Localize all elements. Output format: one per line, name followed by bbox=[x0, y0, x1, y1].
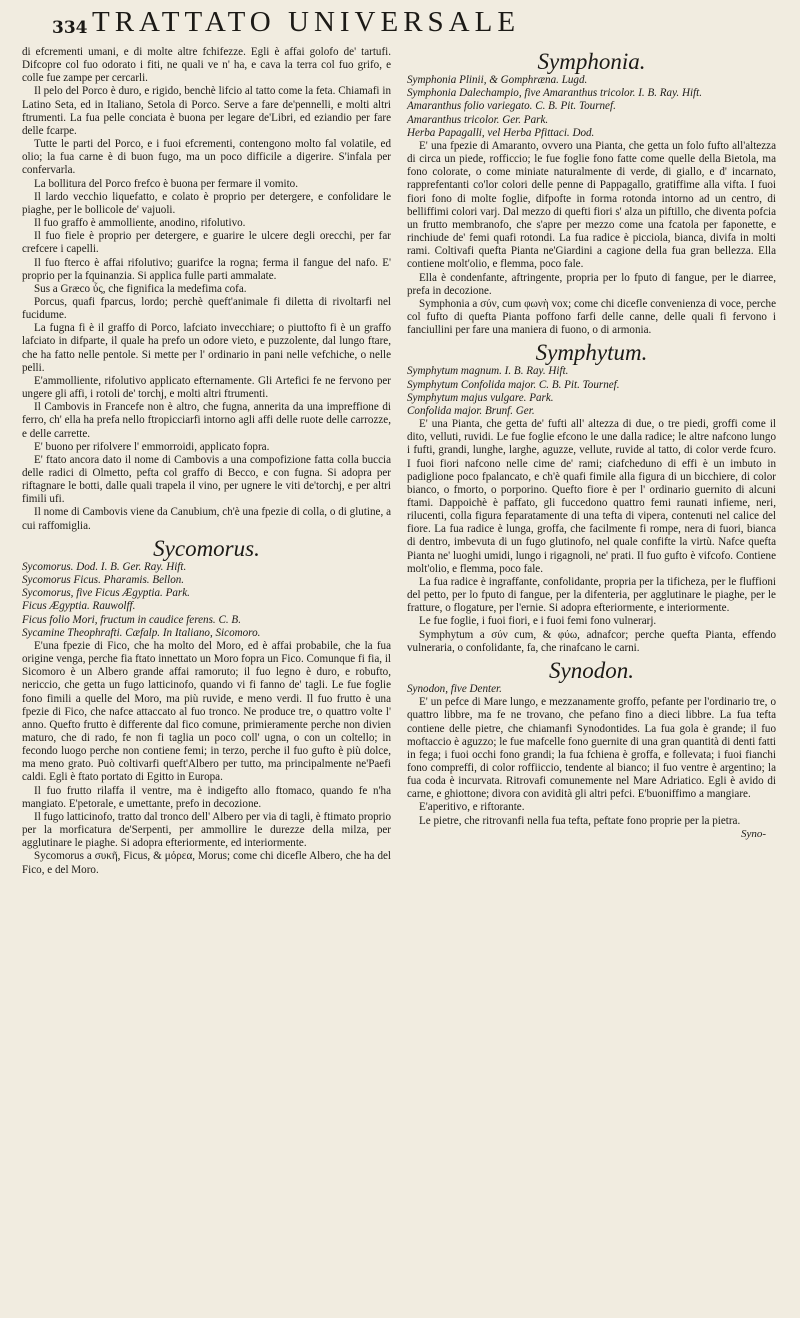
synonym-list bbox=[407, 365, 776, 418]
paragraph: E'ammolliente, rifolutivo applicato efternamente. Gli Artefici fe ne fervono per ungere gli affi, i rotoli de' torchj, e molti altri ftrumenti. bbox=[22, 374, 391, 401]
synonym-entry: Amaranthus tricolor. Ger. Park. bbox=[407, 113, 549, 126]
synonym-entry: Ficus folio Mori, fructum in caudice ferens. C. B. bbox=[22, 613, 241, 626]
right-column bbox=[407, 46, 776, 877]
paragraph: Symphytum a σύν cum, & φύω, adnafcor; perche quefta Pianta, effendo vulneraria, o confolidante, fa, che rinafcano le carni. bbox=[407, 628, 776, 654]
paragraph: La fua radice è ingraffante, confolidante, propria per la tificheza, per le fluffioni del petto, per lo fputo di fangue, per la difenteria, per agglutinare le piaghe, per le fratture, o flogature, per l'ernie. Si adopra efteriormente, e interiormente. bbox=[407, 575, 776, 615]
synodon-body bbox=[407, 696, 776, 828]
synonym-entry: Synodon, five Denter. bbox=[407, 683, 502, 696]
page-header bbox=[22, 6, 776, 46]
paragraph: E'una fpezie di Fico, che ha molto del Moro, ed è affai probabile, che la fua origine venga, perche fia ftato innettato un Moro fopra un Fico. Comunque fi fia, il Sicomoro è un Albero grande affai ramoruto; il fuo legno è duro, e robufto, nericcio, che getta un fugo latticinofo, quando vi fi fanno de' tagli. Le fue foglie fono fimili a quelle del Moro, ma più ruvide, e meno verdi. Il fuo frutto è una fpezie di Fico, che nafce attaccato al fuo tronco. Ne produce tre, o quattro volte l' anno. Quefto frutto è differente dal fico comune, primieramente perche non divien maturo, che di rado, fe non fi taglia un poco coll' ugna, o con un coltello; in fecondo luogo perche non contiene femi; in terzo, perche il fuo gufto è più dolce, ma meno grato. Può coltivarfi queft'Albero per tutto, ma principalmente ne'Paefi caldi. Egli è ftato portato di Egitto in Europa. bbox=[22, 639, 391, 784]
left-column bbox=[22, 46, 391, 877]
synonym-entry: Amaranthus folio variegato. C. B. Pit. Tournef. bbox=[407, 100, 616, 113]
paragraph: E'aperitivo, e riftorante. bbox=[419, 801, 525, 814]
synonym-entry: Sycomorus Ficus. Pharamis. Bellon. bbox=[22, 574, 185, 587]
synonym-entry: Symphytum magnum. I. B. Ray. Hift. bbox=[407, 365, 569, 378]
synodon-heading: Synodon. bbox=[549, 657, 634, 683]
synodon-synonyms bbox=[407, 683, 776, 696]
synonym-entry: Sycamine Theophrafti. Cæfalp. In Italiano, Sicomoro. bbox=[22, 626, 261, 639]
synonym-entry: Confolida major. Brunf. Ger. bbox=[407, 404, 535, 417]
paragraph: Il lardo vecchio liquefatto, e colato è proprio per detergere, e confolidare le piaghe, per le bollicole de' vajuoli. bbox=[22, 190, 391, 216]
sycomorus-heading: Sycomorus. bbox=[153, 535, 260, 561]
synonym-entry: Sycomorus, five Ficus Ægyptia. Park. bbox=[22, 587, 190, 600]
synonym-list bbox=[22, 561, 391, 640]
synonym-entry: Symphytum majus vulgare. Park. bbox=[407, 391, 554, 404]
paragraph: Tutte le parti del Porco, e i fuoi efcrementi, contengono molto fal volatile, ed olio; la fua carne è di buon fugo, ma un poco difficile a digerire. S'infala per confervarla. bbox=[22, 138, 391, 177]
paragraph: Ella è condenfante, aftringente, propria per lo fputo di fangue, per le diarree, prefa in decozione. bbox=[407, 271, 776, 297]
synonym-list bbox=[407, 74, 776, 140]
sycomorus-body bbox=[22, 640, 391, 877]
paragraph: E' ftato ancora dato il nome di Cambovis a una compofizione fatta colla buccia delle radici di Olmetto, pefta col graffo di Becco, e con fugna. Si adopra per riftagnare le botti, dalle quali trapela il vino, per ugnere le viti de'torchj, e per altri fimili ufi. bbox=[22, 453, 391, 506]
paragraph: Il Cambovis in Francefe non è altro, che fugna, annerita da una impreffione di ferro, ch' ella ha prefa nello ftropicciarfi intorno agli affi delle ruote delle carrozze, e delle carrette. bbox=[22, 401, 391, 440]
paragraph: E' buono per rifolvere l' emmorroidi, applicato fopra. bbox=[34, 440, 270, 453]
paragraph: E' una fpezie di Amaranto, ovvero una Pianta, che getta un folo fufto all'altezza di circa un piede, rofficcio; le fue foglie fono fatte come quelle della Bietola, ma fono colorate, o come miniate naturalmente di verde, di giallo, e d' incarnato, rapprefentanti co'lor colori delle penne di Pappagallo, gratiffime alla vifta. I fuoi fiori fono di molte foglie, difpofte in forma rotonda intorno ad un centro, di belliffimi colori varj. Dal mezzo di quefti fiori s' alza un piftillo, che diventa pofcia un frutto membranofo, che s'apre per mezzo come una fcatola per faponette, e rinchiude de' femi quafi rotondi. La fua radice è picciola, bianca, divifa in molti rami. Coltivafi quefta Pianta ne'Giardini a cagione della fua gran bellezza. Ella contiene molt'olio, e flemma, poco fale. bbox=[407, 139, 776, 271]
paragraph: Le fue foglie, i fuoi fiori, e i fuoi femi fono vulnerarj. bbox=[419, 615, 657, 628]
paragraph: Il nome di Cambovis viene da Canubium, ch'è una fpezie di colla, o di glutine, a cui raffomiglia. bbox=[22, 506, 391, 532]
synonym-entry: Symphonia Dalechampio, five Amaranthus tricolor. I. B. Ray. Hift. bbox=[407, 87, 702, 100]
paragraph: E' un pefce di Mare lungo, e mezzanamente groffo, pefante per l'ordinario tre, o quattro libbre, ma fe ne trovano, che pefano fino a dieci libbre. La fua tefta contiene delle pietre, che chiamanfi Synodontides. La fua gola è grande; il fuo moftaccio è aguzzo; le fue mafcelle fono guernite di una gran quantità di denti fatti in fega; i fuoi occhi fono grandi; la fua fchiena è groffa, e follevata; i fuoi fianchi fono compreffi, di color roffiiccio, tendente al bianco; il fuo ventre è argentino; la fua coda è incurvata. Ritrovafi comunemente nel Mare Adriatico. Egli è avido di carne, e ghiottone; divora con avidità gli altri pefci. E'buoniffimo a mangiare. bbox=[407, 696, 776, 801]
symphonia-body bbox=[407, 140, 776, 337]
paragraph: Sycomorus a συκῆ, Ficus, & μόρεα, Morus; come chi dicefle Albero, che ha del Fico, e del Moro. bbox=[22, 850, 391, 876]
symphytum-heading: Symphytum. bbox=[535, 340, 648, 366]
paragraph: La bollitura del Porco frefco è buona per fermare il vomito. bbox=[34, 177, 298, 190]
symphonia-heading: Symphonia. bbox=[537, 49, 646, 74]
paragraph: di efcrementi umani, e di molte altre fchifezze. Egli è affai golofo de' tartufi. Difcopre col fuo odorato i fiti, ne quali ve n' ha, e cava la terra col fuo grifo, e colle fue zampe per cercarli. bbox=[22, 46, 391, 85]
catchword: Syno- bbox=[740, 827, 766, 840]
synonym-entry: Symphonia Plinii, & Gomphræna. Lugd. bbox=[407, 74, 588, 87]
paragraph: E' una Pianta, che getta de' fufti all' altezza di due, o tre piedi, groffi come il dito, velluti, ruvidi. Le fue foglie efcono le une dalla radice; le altre nafcono lungo i fufti, grandi, lunghe, larghe, aguzze, vellute, ruvide al tatto, di color verde fcuro. I fuoi fiori nafcono nelle cime de' rami; ciafcheduno di effi è un imbuto in padiglione poco fpalancato, e ch'è quafi fimile alla figura di un bicchiere, di color bianco, o fmorto, o porporino. Quefto fiore è per l' ordinario guernito di alcuni ftami. Dappoichè è paffato, gli fuccedono quattro femi raunati infieme, neri, rilucenti, colla figura feparatamente di una tefta di vipera, contenuti nel calice del fiore. La fua radice è lunga, groffa, che facilmente fi rompe, nera di fuori, bianca di dentro, imbevuta di un fugo glutinofo, nel quale confifte la virtù. Nafce quefta Pianta ne' luoghi umidi, lungo i rigagnoli, ne' prati. Il fuo gufto è vifcofo. Contiene molt'olio, e flemma, poco fale. bbox=[407, 418, 776, 575]
paragraph: Il fuo fterco è affai rifolutivo; guarifce la rogna; ferma il fangue del nafo. E' proprio per la fquinanzia. Si applica fulle parti ammalate. bbox=[22, 256, 391, 282]
porco-section bbox=[22, 46, 391, 533]
synonym-entry: Ficus Ægyptia. Rauwolff. bbox=[22, 600, 136, 613]
synonym-entry: Herba Papagalli, vel Herba Pfittaci. Dod. bbox=[407, 126, 595, 139]
paragraph: Il fuo graffo è ammolliente, anodino, rifolutivo. bbox=[34, 217, 246, 230]
synonym-entry: Symphytum Confolida major. C. B. Pit. Tournef. bbox=[407, 378, 620, 391]
paragraph: Il fugo latticinofo, tratto dal tronco dell' Albero per via di tagli, è ftimato proprio per la morficatura de'Serpenti, per ammollire le durezze della milza, per agglutinare le piaghe. Si adopra efteriormente, ed interiormente. bbox=[22, 810, 391, 850]
symphytum-synonyms bbox=[407, 365, 776, 418]
running-title: TRATTATO UNIVERSALE bbox=[92, 6, 521, 38]
paragraph: Il fuo frutto rilaffa il ventre, ma è indigefto allo ftomaco, quando fe n'ha mangiato. E'petorale, e umettante, prefo in decozione. bbox=[22, 784, 391, 810]
paragraph: Il fuo fiele è proprio per detergere, e guarire le ulcere degli orecchi, per far crefcere i capelli. bbox=[22, 230, 391, 256]
paragraph: Le pietre, che ritrovanfi nella fua tefta, peftate fono proprie per la pietra. bbox=[419, 814, 741, 827]
paragraph: La fugna fi è il graffo di Porco, lafciato invecchiare; o piuttofto fi è un graffo lafciato in difparte, il quale ha prefo un odore vieto, e puzzolente, dal lungo ftare, che ha fatto nelle pentole. Si mette per l' ordinario in pani nelle vefchiche, o nelle pelli. bbox=[22, 322, 391, 374]
symphonia-synonyms bbox=[407, 74, 776, 140]
text-columns bbox=[22, 46, 776, 877]
paragraph: Symphonia a σύν, cum φωνὴ vox; come chi dicefle convenienza di voce, perche col fufto di quefta Pianta poffono farfi delle canne, delle quali fi fervono i fanciullini per fare una maniera di fuono, o di armonia. bbox=[407, 297, 776, 337]
symphytum-body bbox=[407, 418, 776, 655]
synonym-entry: Sycomorus. Dod. I. B. Ger. Ray. Hift. bbox=[22, 560, 187, 573]
sycomorus-synonyms bbox=[22, 561, 391, 640]
page-number: 334 bbox=[52, 18, 88, 38]
synonym-list bbox=[407, 683, 776, 696]
paragraph: Porcus, quafi fparcus, lordo; perchè queft'animale fi diletta di rivoltarfi nel fucidume. bbox=[22, 295, 391, 322]
paragraph: Sus a Græco ὗς, che fignifica la medefima cofa. bbox=[34, 282, 247, 295]
paragraph: Il pelo del Porco è duro, e rigido, benchè lifcio al tatto come la feta. Chiamafi in Latino Seta, ed in Italiano, Setola di Porco. Serve a fare de'pennelli, e molti altri ftrumenti. La fua pelle conciata è buona per legare de'Libri, ed eziandio per fare delle fcarpe. bbox=[22, 85, 391, 137]
